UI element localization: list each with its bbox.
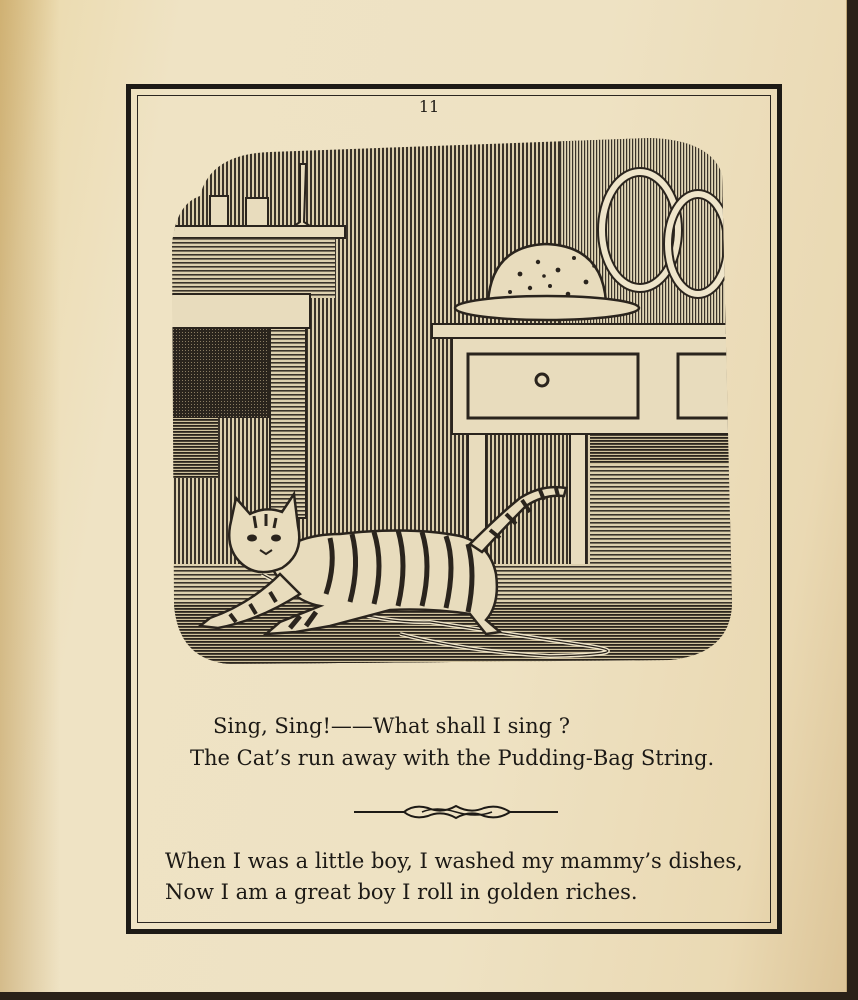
verse2-line-1: When I was a little boy, I washed my mammy’s dishes, xyxy=(165,849,743,873)
illustration-cat-engraving xyxy=(170,134,736,666)
verse-line-2: The Cat’s run away with the Pudding-Bag String. xyxy=(190,746,715,770)
spine-shadow xyxy=(0,0,60,992)
decorative-divider xyxy=(352,800,562,824)
verse-line-1: Sing, Sing!——What shall I sing ? xyxy=(213,714,570,738)
verse2-line-2: Now I am a great boy I roll in golden riches. xyxy=(165,880,638,904)
page-number: 11 xyxy=(418,97,440,116)
